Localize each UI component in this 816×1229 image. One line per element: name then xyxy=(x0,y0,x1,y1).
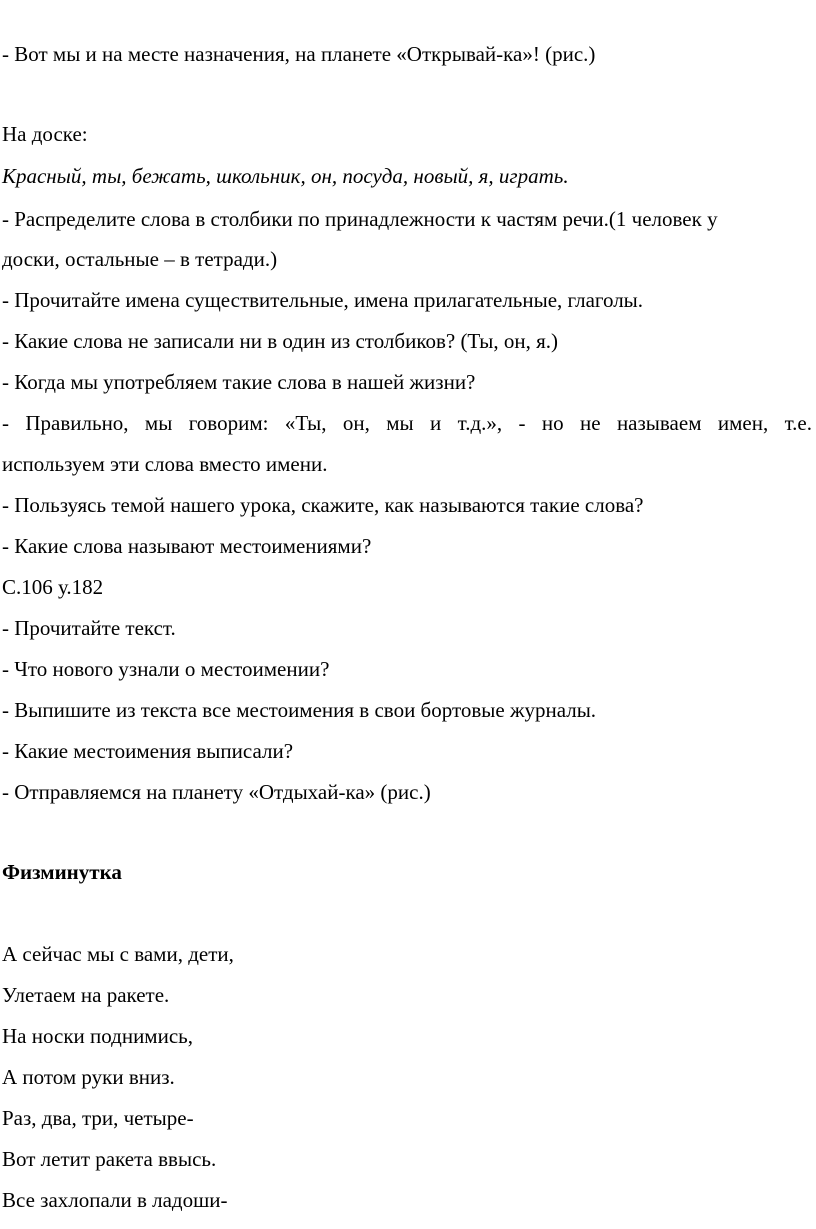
explanation-line-2: используем эти слова вместо имени. xyxy=(2,452,328,476)
transition-line: - Отправляемся на планету «Отдыхай-ка» (рис.) xyxy=(2,780,431,804)
board-label: На доске: xyxy=(2,122,88,146)
intro-line: - Вот мы и на месте назначения, на планете «Открывай-ка»! (рис.) xyxy=(2,42,596,66)
task-line-1: - Распределите слова в столбики по принадлежности к частям речи.(1 человек у xyxy=(2,207,718,231)
explanation-line-1: - Правильно, мы говорим: «Ты, он, мы и т.д.», - но не называем имен, т.е. xyxy=(2,411,812,435)
poem-line-5: Раз, два, три, четыре- xyxy=(2,1106,194,1130)
question-what-new: - Что нового узнали о местоимении? xyxy=(2,657,330,681)
question-what-called: - Пользуясь темой нашего урока, скажите, как называются такие слова? xyxy=(2,493,644,517)
question-which-written: - Какие местоимения выписали? xyxy=(2,739,294,763)
poem-line-6: Вот летит ракета ввысь. xyxy=(2,1147,217,1171)
question-which-pronouns: - Какие слова называют местоимениями? xyxy=(2,534,372,558)
poem-line-7: Все захлопали в ладоши- xyxy=(2,1188,228,1212)
poem-line-4: А потом руки вниз. xyxy=(2,1065,175,1089)
board-words: Красный, ты, бежать, школьник, он, посуда, новый, я, играть. xyxy=(2,164,569,188)
textbook-reference: С.106 у.182 xyxy=(2,575,104,599)
question-read-nouns: - Прочитайте имена существительные, имена прилагательные, глаголы. xyxy=(2,288,644,312)
instruction-read-text: - Прочитайте текст. xyxy=(2,616,176,640)
section-heading: Физминутка xyxy=(2,860,122,884)
poem-line-2: Улетаем на ракете. xyxy=(2,983,170,1007)
poem-line-3: На носки поднимись, xyxy=(2,1024,193,1048)
instruction-write-out: - Выпишите из текста все местоимения в свои бортовые журналы. xyxy=(2,698,597,722)
question-when-used: - Когда мы употребляем такие слова в нашей жизни? xyxy=(2,370,476,394)
poem-line-1: А сейчас мы с вами, дети, xyxy=(2,942,234,966)
task-line-2: доски, остальные – в тетради.) xyxy=(2,247,278,271)
question-unlisted-words: - Какие слова не записали ни в один из столбиков? (Ты, он, я.) xyxy=(2,329,558,353)
